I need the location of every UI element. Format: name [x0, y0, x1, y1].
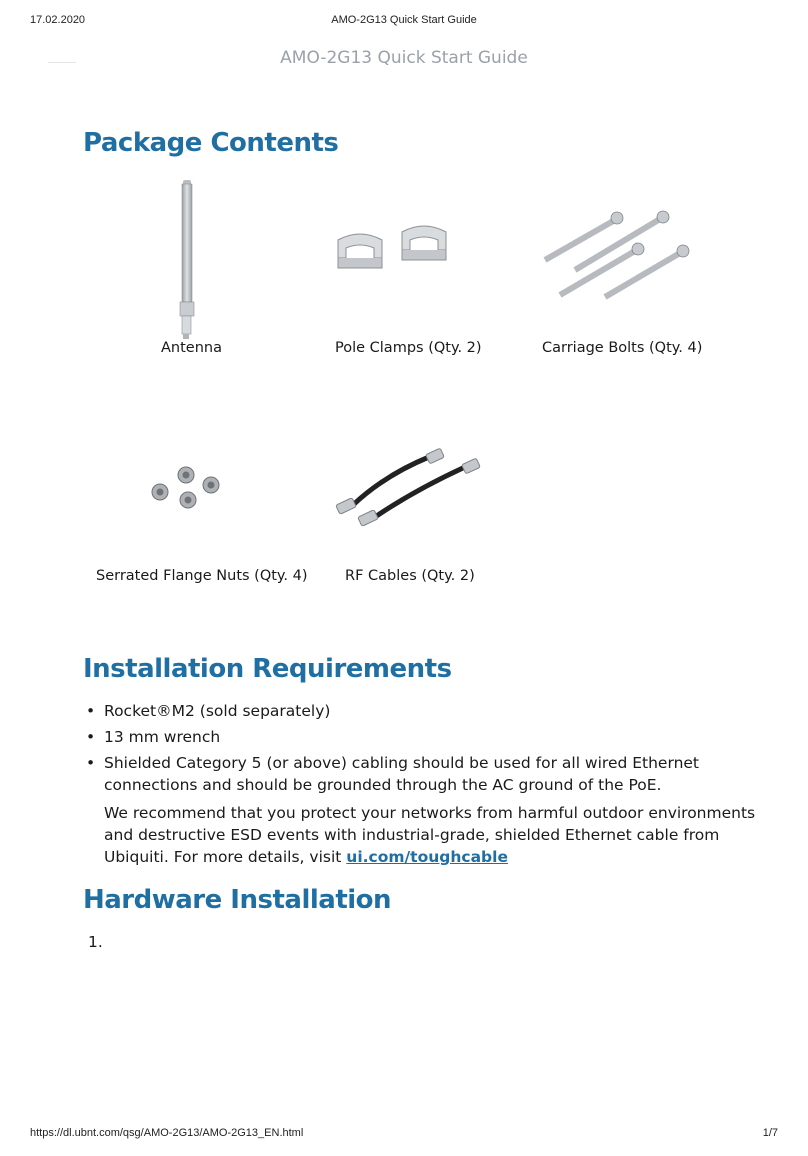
- list-item: [86, 726, 766, 748]
- rf-cable-item: [320, 440, 490, 595]
- page-number: 1/7: [762, 1127, 778, 1139]
- flange-nut-item: [90, 455, 308, 595]
- print-date: 17.02.2020: [30, 14, 86, 26]
- page-subtitle: AMO-2G13 Quick Start Guide: [280, 48, 528, 68]
- print-header: [0, 14, 808, 30]
- carriage-bolt-icon: [535, 205, 695, 305]
- bullet: •: [86, 728, 96, 746]
- antenna-caption: Antenna: [161, 340, 222, 356]
- pole-clamp-caption: Pole Clamps (Qty. 2): [335, 340, 482, 356]
- list-item: [86, 700, 766, 722]
- flange-nut-caption: Serrated Flange Nuts (Qty. 4): [96, 568, 308, 584]
- toughcable-link[interactable]: ui.com/toughcable: [346, 848, 508, 866]
- requirements-list: [86, 700, 766, 872]
- print-title: AMO-2G13 Quick Start Guide: [331, 14, 477, 26]
- rf-cable-icon: [325, 445, 485, 535]
- note-text: We recommend that you protect your networks from harmful outdoor environments and destructive ESD events with industrial-grade, shielded Ethernet cable from Ubiquiti. For more details, visit: [104, 804, 756, 866]
- step-number: 1.: [88, 933, 103, 951]
- page-url: https://dl.ubnt.com/qsg/AMO-2G13/AMO-2G13_EN.html: [30, 1127, 304, 1139]
- rf-cable-caption: RF Cables (Qty. 2): [345, 568, 475, 584]
- bullet: •: [86, 754, 96, 772]
- carriage-bolt-caption: Carriage Bolts (Qty. 4): [542, 340, 703, 356]
- requirement-text: Rocket®M2 (sold separately): [104, 702, 331, 720]
- pole-clamp-icon: [330, 218, 480, 288]
- pole-clamp-item: [320, 210, 490, 370]
- hardware-installation-heading: Hardware Installation: [83, 885, 392, 915]
- package-contents-heading: Package Contents: [83, 128, 339, 158]
- carriage-bolt-item: [530, 205, 710, 370]
- antenna-item: [120, 170, 260, 370]
- flange-nut-icon: [148, 460, 228, 510]
- list-item: [86, 752, 766, 868]
- antenna-icon: [168, 178, 208, 348]
- bullet: •: [86, 702, 96, 720]
- requirement-text: Shielded Category 5 (or above) cabling should be used for all wired Ethernet connections and should be grounded through the AC ground of the PoE.: [104, 754, 700, 794]
- requirement-text: 13 mm wrench: [104, 728, 221, 746]
- installation-requirements-heading: Installation Requirements: [83, 654, 452, 684]
- requirement-note: [104, 802, 766, 868]
- decorative-rule: [48, 62, 76, 63]
